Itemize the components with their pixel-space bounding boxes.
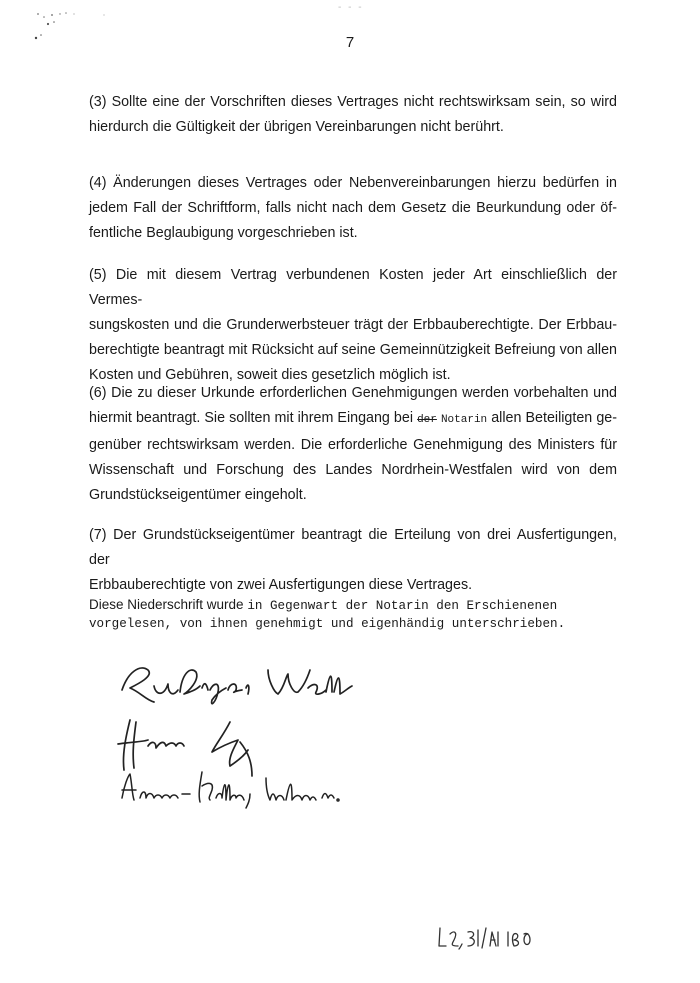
closing-typed-text: in Gegenwart der Notarin den Erschienenen [247, 599, 558, 613]
paragraph-line: hierdurch die Gültigkeit der übrigen Vereinbarungen nicht berührt. [89, 119, 504, 135]
paragraph-line: sungskosten und die Grunderwerbsteuer trägt der Erbbauberechtigte. Der Erbbau- [89, 317, 617, 333]
paragraph-line: Grundstückseigentümer eingeholt. [89, 487, 307, 503]
paragraph-4 [89, 171, 617, 246]
paragraph-line: Erbbauberechtigte von zwei Ausfertigungen diese Vertrages. [89, 577, 473, 593]
paragraph-line: Wissenschaft und Forschung des Landes Nordrhein-Westfalen wird von dem [89, 462, 617, 478]
paragraph-6 [89, 381, 617, 508]
paragraph-5 [89, 263, 617, 388]
signature-3-notary [118, 768, 358, 810]
page-number: 7 [345, 34, 355, 51]
paragraph-line: genüber rechtswirksam werden. Die erforderliche Genehmigung des Ministers für [89, 437, 617, 453]
paragraph-line [89, 406, 617, 433]
paragraph-line: jedem Fall der Schriftform, falls nicht nach dem Gesetz die Beurkundung oder öf- [89, 200, 617, 216]
paragraph-line: (7) Der Grundstückseigentümer beantragt die Erteilung von drei Ausfertigungen, der [89, 527, 617, 568]
paragraph-line: Kosten und Gebühren, soweit dies gesetzlich möglich ist. [89, 367, 451, 383]
paragraph-line: (4) Änderungen dieses Vertrages oder Nebenvereinbarungen hierzu bedürfen in [89, 175, 617, 191]
closing-line-1 [89, 596, 619, 615]
handwritten-footnote [436, 924, 536, 952]
stamped-word: Notarin [440, 414, 488, 426]
paragraph-text: hiermit beantragt. Sie sollten mit ihrem Eingang bei [89, 410, 414, 426]
paragraph-line: (6) Die zu dieser Urkunde erforderlichen Genehmigungen werden vorbehalten und [89, 385, 617, 401]
closing-lead: Diese Niederschrift wurde [89, 597, 244, 612]
paragraph-text: allen Beteiligten ge- [491, 410, 617, 426]
closing-statement [89, 596, 619, 633]
scan-artifact-dashes: ‐ ‐ ‐ [338, 2, 364, 13]
paragraph-line: (3) Sollte eine der Vorschriften dieses Vertrages nicht rechtswirksam sein, so wird [89, 94, 617, 110]
paragraph-line: berechtigte beantragt mit Rücksicht auf seine Gemeinnützigkeit Befreiung von allen [89, 342, 617, 358]
paragraph-line: (5) Die mit diesem Vertrag verbundenen Kosten jeder Art einschließlich der Vermes- [89, 267, 617, 308]
closing-line-2: vorgelesen, von ihnen genehmigt und eigenhändig unterschrieben. [89, 617, 566, 631]
paragraph-line: fentliche Beglaubigung vorgeschrieben ist. [89, 225, 358, 241]
paragraph-7 [89, 523, 617, 598]
signature-1 [118, 652, 358, 712]
struck-word: der [417, 414, 437, 426]
paragraph-3 [89, 90, 617, 140]
